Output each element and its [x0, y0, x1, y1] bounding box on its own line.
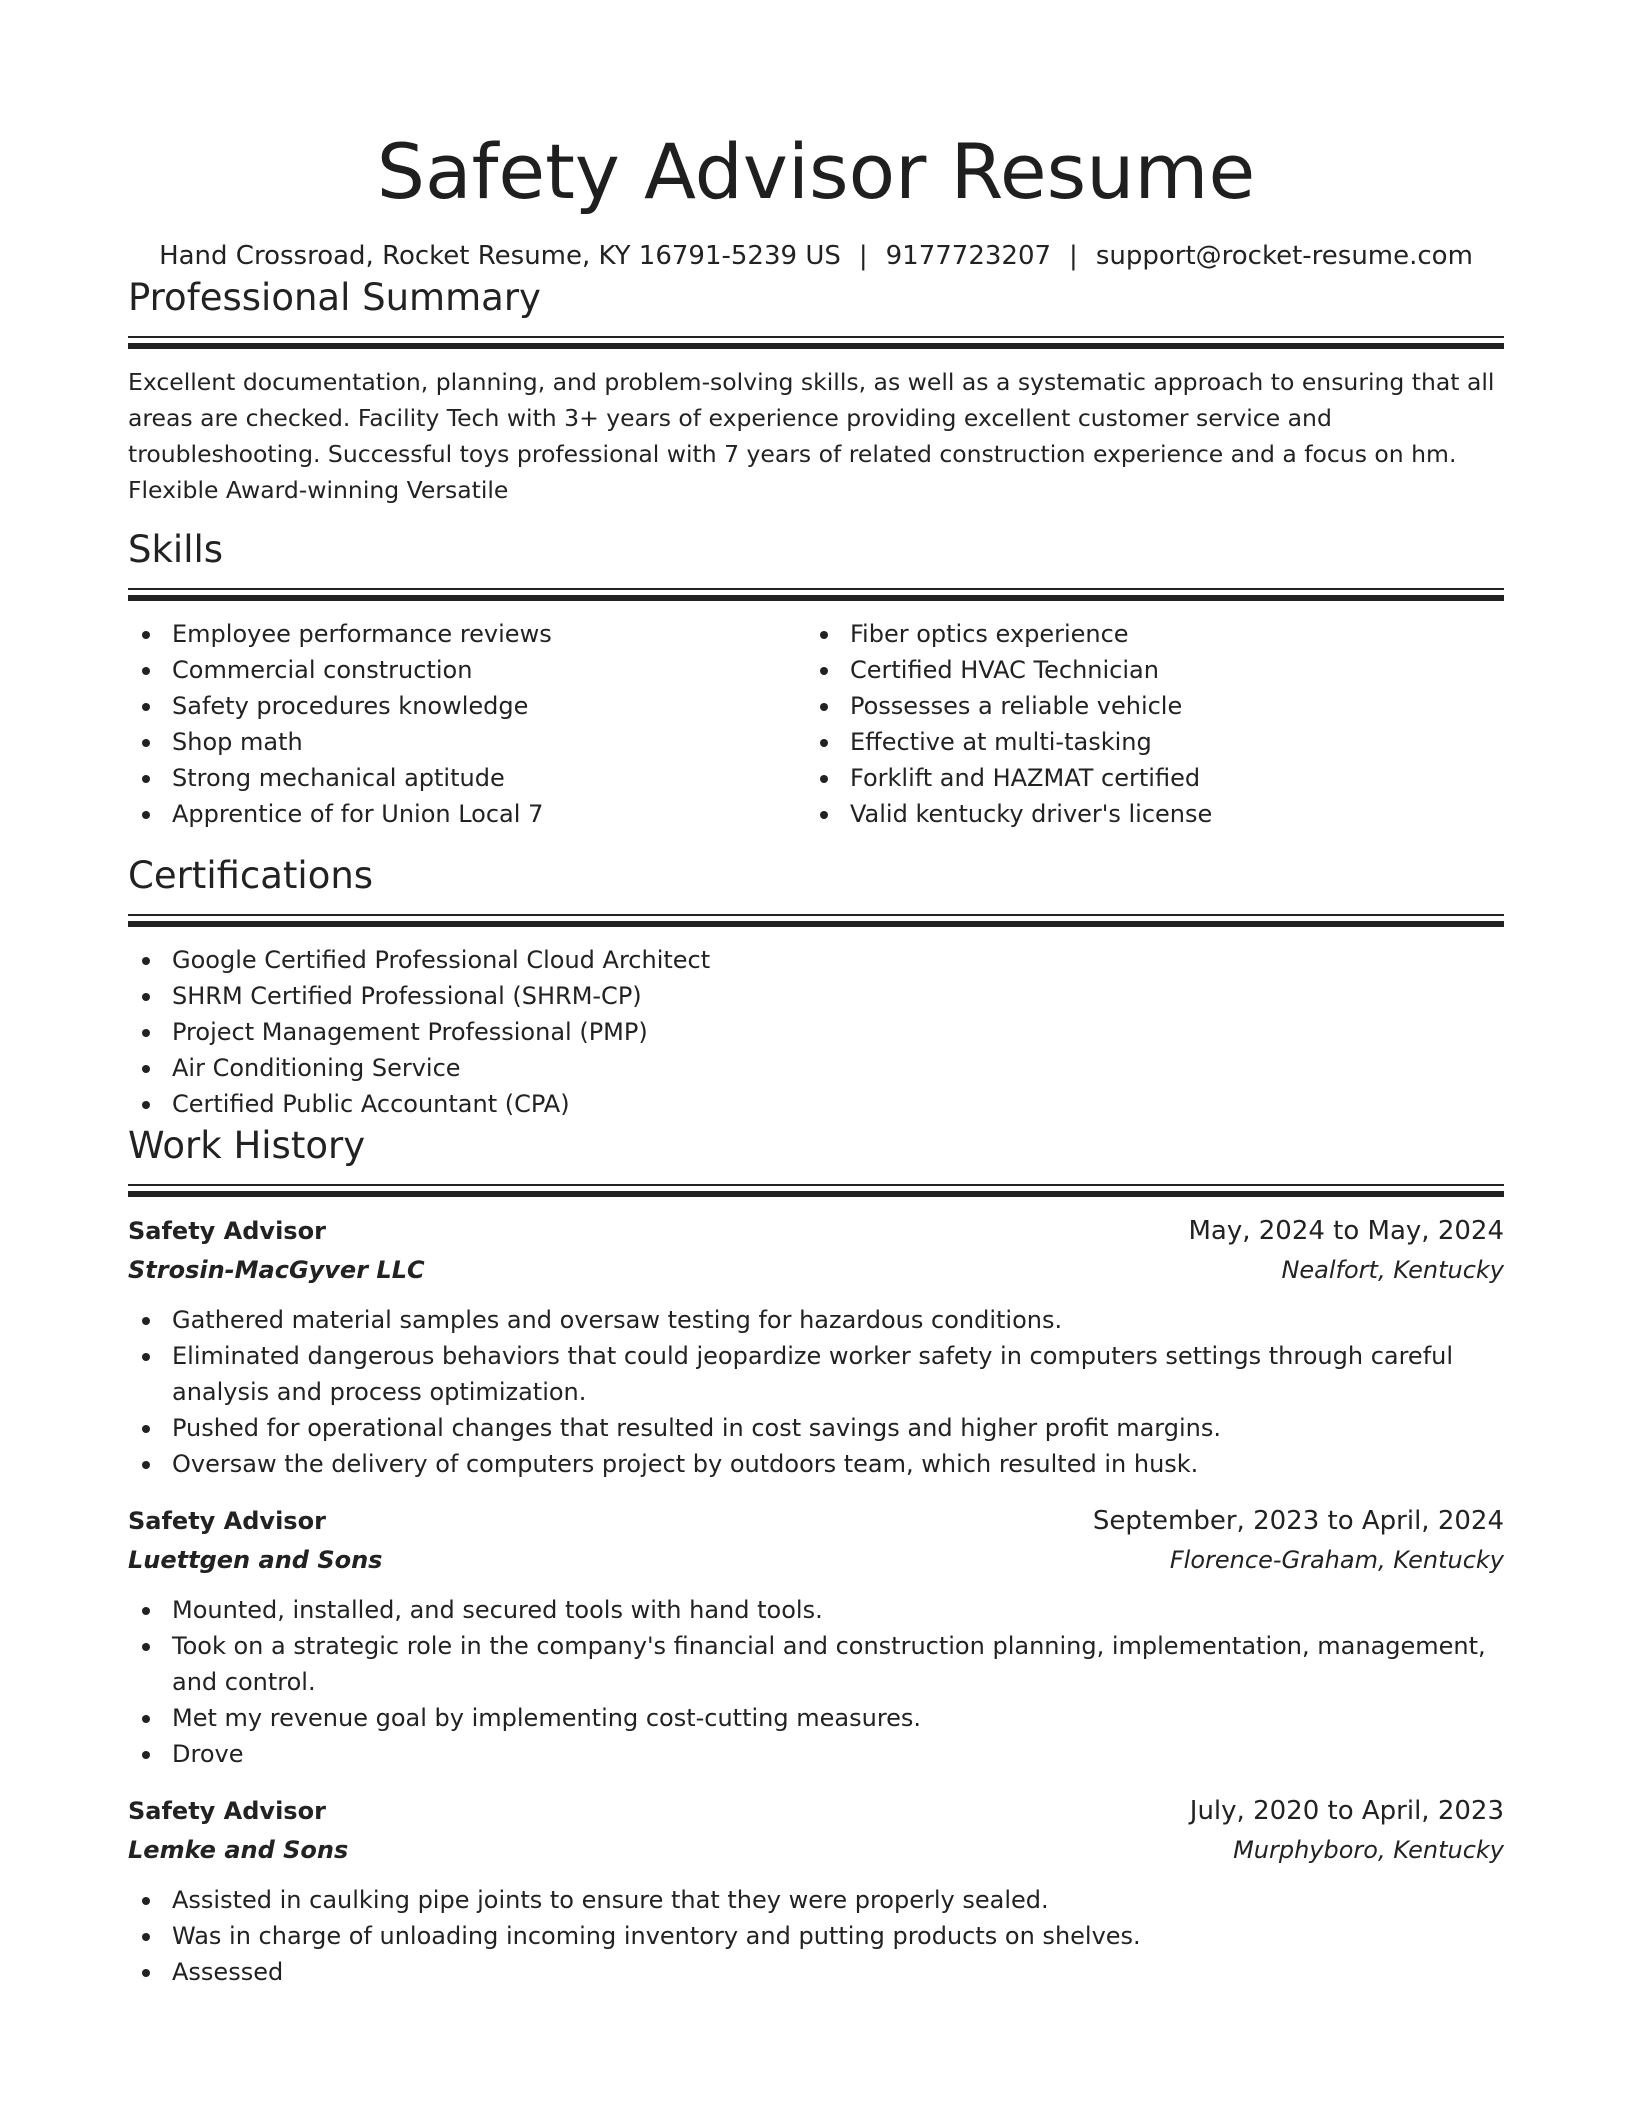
job-header-row — [128, 1502, 1504, 1541]
contact-separator: | — [858, 241, 868, 271]
skills-left-column — [128, 616, 806, 832]
summary-heading: Professional Summary — [128, 276, 541, 319]
job-location: Murphyboro, Kentucky — [1233, 1836, 1504, 1864]
section-divider — [128, 588, 1504, 602]
contact-separator: | — [1069, 241, 1078, 271]
job-bullets — [128, 1592, 1504, 1772]
summary-section-header — [128, 274, 1504, 336]
job-title: Safety Advisor — [128, 1507, 326, 1535]
job-bullet: Assessed — [128, 1954, 1504, 1990]
skills-heading: Skills — [128, 528, 224, 571]
skill-item: Safety procedures knowledge — [128, 688, 806, 724]
job-bullets — [128, 1302, 1504, 1482]
skills-right-column — [806, 616, 1484, 832]
job-bullet: Gathered material samples and oversaw testing for hazardous conditions. — [128, 1302, 1504, 1338]
job-company-row — [128, 1541, 1504, 1580]
skill-item: Commercial construction — [128, 652, 806, 688]
skill-item: Forklift and HAZMAT certified — [806, 760, 1484, 796]
skill-item: Fiber optics experience — [806, 616, 1484, 652]
skill-item: Strong mechanical aptitude — [128, 760, 806, 796]
summary-text: Excellent documentation, planning, and problem-solving skills, as well as a systematic approach to ensuring that all areas are checked. Facility Tech with 3+ years of experience providing excellent customer service and troubleshooting. Successful toys professional with 7 years of related construction experience and a focus on hm. Flexible Award-winning Versatile — [128, 368, 1495, 504]
certifications-section-header — [128, 852, 1504, 914]
job-bullet: Oversaw the delivery of computers project by outdoors team, which resulted in husk. — [128, 1446, 1504, 1482]
job-bullets — [128, 1882, 1504, 1990]
certification-item: SHRM Certified Professional (SHRM-CP) — [128, 978, 1504, 1014]
contact-line — [128, 238, 1504, 274]
certification-item: Air Conditioning Service — [128, 1050, 1504, 1086]
job-company: Strosin-MacGyver LLC — [128, 1256, 425, 1284]
skill-item: Shop math — [128, 724, 806, 760]
job-bullet: Mounted, installed, and secured tools with hand tools. — [128, 1592, 1504, 1628]
certification-item: Project Management Professional (PMP) — [128, 1014, 1504, 1050]
resume-title: Safety Advisor Resume — [376, 127, 1256, 216]
certification-item: Google Certified Professional Cloud Architect — [128, 942, 1504, 978]
job-title: Safety Advisor — [128, 1797, 326, 1825]
skills-grid — [128, 616, 1504, 832]
job-bullet: Drove — [128, 1736, 1504, 1772]
job-bullet: Met my revenue goal by implementing cost-cutting measures. — [128, 1700, 1504, 1736]
job-dates: May, 2024 to May, 2024 — [1188, 1216, 1504, 1246]
job-location: Nealfort, Kentucky — [1281, 1256, 1504, 1284]
job-title: Safety Advisor — [128, 1217, 326, 1245]
job-header-row — [128, 1792, 1504, 1831]
job-company-row — [128, 1831, 1504, 1870]
skill-item: Possesses a reliable vehicle — [806, 688, 1484, 724]
job-company: Luettgen and Sons — [128, 1546, 383, 1574]
job-entry — [128, 1212, 1504, 1482]
job-entry — [128, 1792, 1504, 1990]
job-dates: September, 2023 to April, 2024 — [1092, 1506, 1504, 1536]
job-company-row — [128, 1251, 1504, 1290]
job-dates: July, 2020 to April, 2023 — [1189, 1796, 1504, 1826]
job-bullet: Was in charge of unloading incoming inventory and putting products on shelves. — [128, 1918, 1504, 1954]
skill-item: Employee performance reviews — [128, 616, 806, 652]
job-entry — [128, 1502, 1504, 1772]
resume-page — [128, 0, 1504, 2010]
job-bullet: Assisted in caulking pipe joints to ensure that they were properly sealed. — [128, 1882, 1504, 1918]
skill-item: Effective at multi-tasking — [806, 724, 1484, 760]
certifications-heading: Certifications — [128, 854, 374, 897]
work-heading: Work History — [128, 1124, 366, 1167]
skills-section-header — [128, 526, 1504, 588]
work-section-header — [128, 1122, 1504, 1184]
job-location: Florence-Graham, Kentucky — [1169, 1546, 1504, 1574]
contact-phone: 9177723207 — [885, 241, 1052, 271]
job-bullet: Pushed for operational changes that resulted in cost savings and higher profit margins. — [128, 1410, 1504, 1446]
skill-item: Certified HVAC Technician — [806, 652, 1484, 688]
section-divider — [128, 1184, 1504, 1198]
job-bullet: Took on a strategic role in the company's financial and construction planning, implementation, management, and control. — [128, 1628, 1504, 1700]
skill-item: Valid kentucky driver's license — [806, 796, 1484, 832]
job-company: Lemke and Sons — [128, 1836, 349, 1864]
section-divider — [128, 914, 1504, 928]
contact-address: Hand Crossroad, Rocket Resume, KY 16791-5239 US — [159, 241, 841, 271]
contact-email: support@rocket-resume.com — [1095, 241, 1473, 271]
certifications-list — [128, 942, 1504, 1122]
skill-item: Apprentice of for Union Local 7 — [128, 796, 806, 832]
certification-item: Certified Public Accountant (CPA) — [128, 1086, 1504, 1122]
job-bullet: Eliminated dangerous behaviors that could jeopardize worker safety in computers settings through careful analysis and process optimization. — [128, 1338, 1504, 1410]
job-header-row — [128, 1212, 1504, 1251]
section-divider — [128, 336, 1504, 350]
